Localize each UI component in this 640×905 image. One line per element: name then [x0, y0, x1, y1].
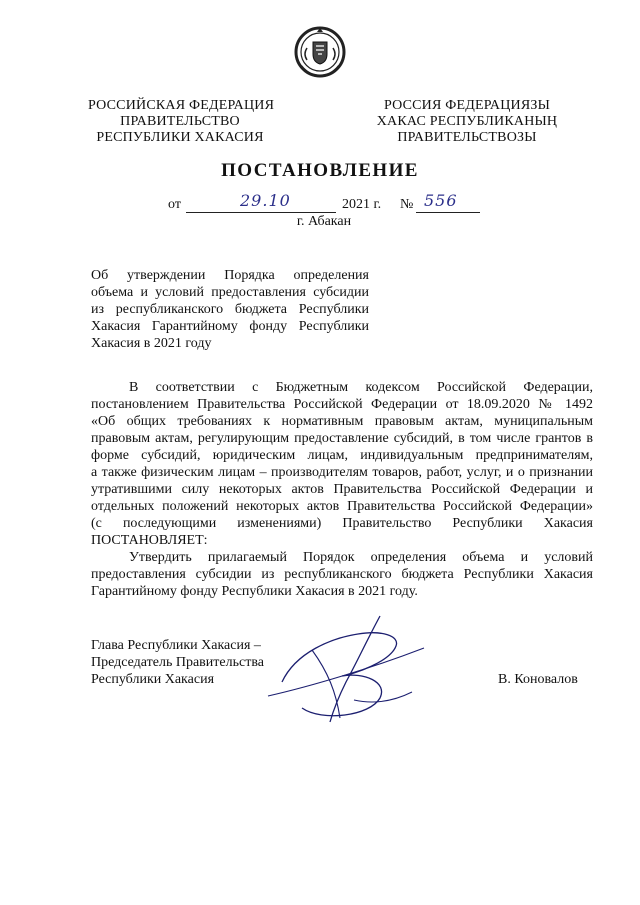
subject-block: [91, 267, 369, 352]
subject-line: из республиканского бюджета Республики: [91, 302, 369, 317]
body-line: утратившими силу некоторых актов Правительства Российской Федерации и: [91, 482, 593, 497]
header-left: [88, 98, 275, 146]
number-prefix: №: [400, 197, 414, 212]
number-underline: [416, 212, 480, 213]
body-line: постановлением Правительства Российской Федерации от 18.09.2020 № 1492: [91, 397, 593, 412]
body-line: В соответствии с Бюджетным кодексом Российской Федерации,: [129, 380, 593, 395]
city: г. Абакан: [296, 214, 352, 229]
signatory-line: Республики Хакасия: [91, 672, 215, 687]
subject-line: Об утверждении Порядка определения: [91, 268, 369, 283]
header-right-line-3: ПРАВИТЕЛЬСТВОЗЫ: [397, 130, 537, 145]
subject-line: Хакасия Гарантийному фонду Республики: [91, 319, 369, 334]
subject-line: объема и условий предоставления субсидии: [91, 285, 369, 300]
date-handwritten: 29.10: [240, 191, 291, 210]
signatory-name: В. Коновалов: [498, 672, 578, 687]
body-line: Утвердить прилагаемый Порядок определения объема и условий: [129, 550, 593, 565]
header-right-line-2: ХАКАС РЕСПУБЛИКАНЫҢ: [376, 114, 558, 129]
body-line: предоставления субсидии из республиканского бюджета Республики Хакасия: [91, 567, 593, 582]
header-left-line-2: ПРАВИТЕЛЬСТВО: [120, 114, 240, 129]
body-line: а также физическим лицам – производителям товаров, работ, услуг, и о признании: [91, 465, 593, 480]
header-right: [360, 98, 574, 146]
signatory-position: [91, 637, 264, 688]
subject-line: Хакасия в 2021 году: [91, 336, 212, 351]
coat-of-arms-icon: [289, 22, 351, 80]
document-title: ПОСТАНОВЛЕНИЕ: [221, 160, 419, 181]
body-line: ПОСТАНОВЛЯЕТ:: [91, 533, 208, 548]
body-line: «Об общих требованиях к нормативным правовым актам, муниципальным: [91, 414, 593, 429]
body-line: Гарантийному фонду Республики Хакасия в 2021 году.: [91, 584, 418, 599]
date-prefix: от: [168, 197, 181, 212]
body-line: форме субсидий, юридическим лицам, индивидуальным предпринимателям,: [91, 448, 593, 463]
year-text: 2021 г.: [342, 197, 382, 212]
signatory-line: Председатель Правительства: [91, 655, 264, 670]
signatory-line: Глава Республики Хакасия –: [91, 638, 261, 653]
date-underline: [186, 212, 336, 213]
handwritten-signature: [262, 612, 432, 727]
header-left-line-3: РЕСПУБЛИКИ ХАКАСИЯ: [96, 130, 264, 145]
body-line: (с последующими изменениями) Правительство Республики Хакасия: [91, 516, 593, 531]
number-handwritten: 556: [424, 191, 458, 210]
header-right-line-1: РОССИЯ ФЕДЕРАЦИЯЗЫ: [383, 98, 551, 113]
body-line: отдельных положений некоторых актов Правительства Российской Федерации»: [91, 499, 593, 514]
body-line: правовым актам, регулирующим предоставление субсидий, в том числе грантов в: [91, 431, 593, 446]
body-text: [91, 379, 593, 600]
header-left-line-1: РОССИЙСКАЯ ФЕДЕРАЦИЯ: [88, 98, 275, 113]
